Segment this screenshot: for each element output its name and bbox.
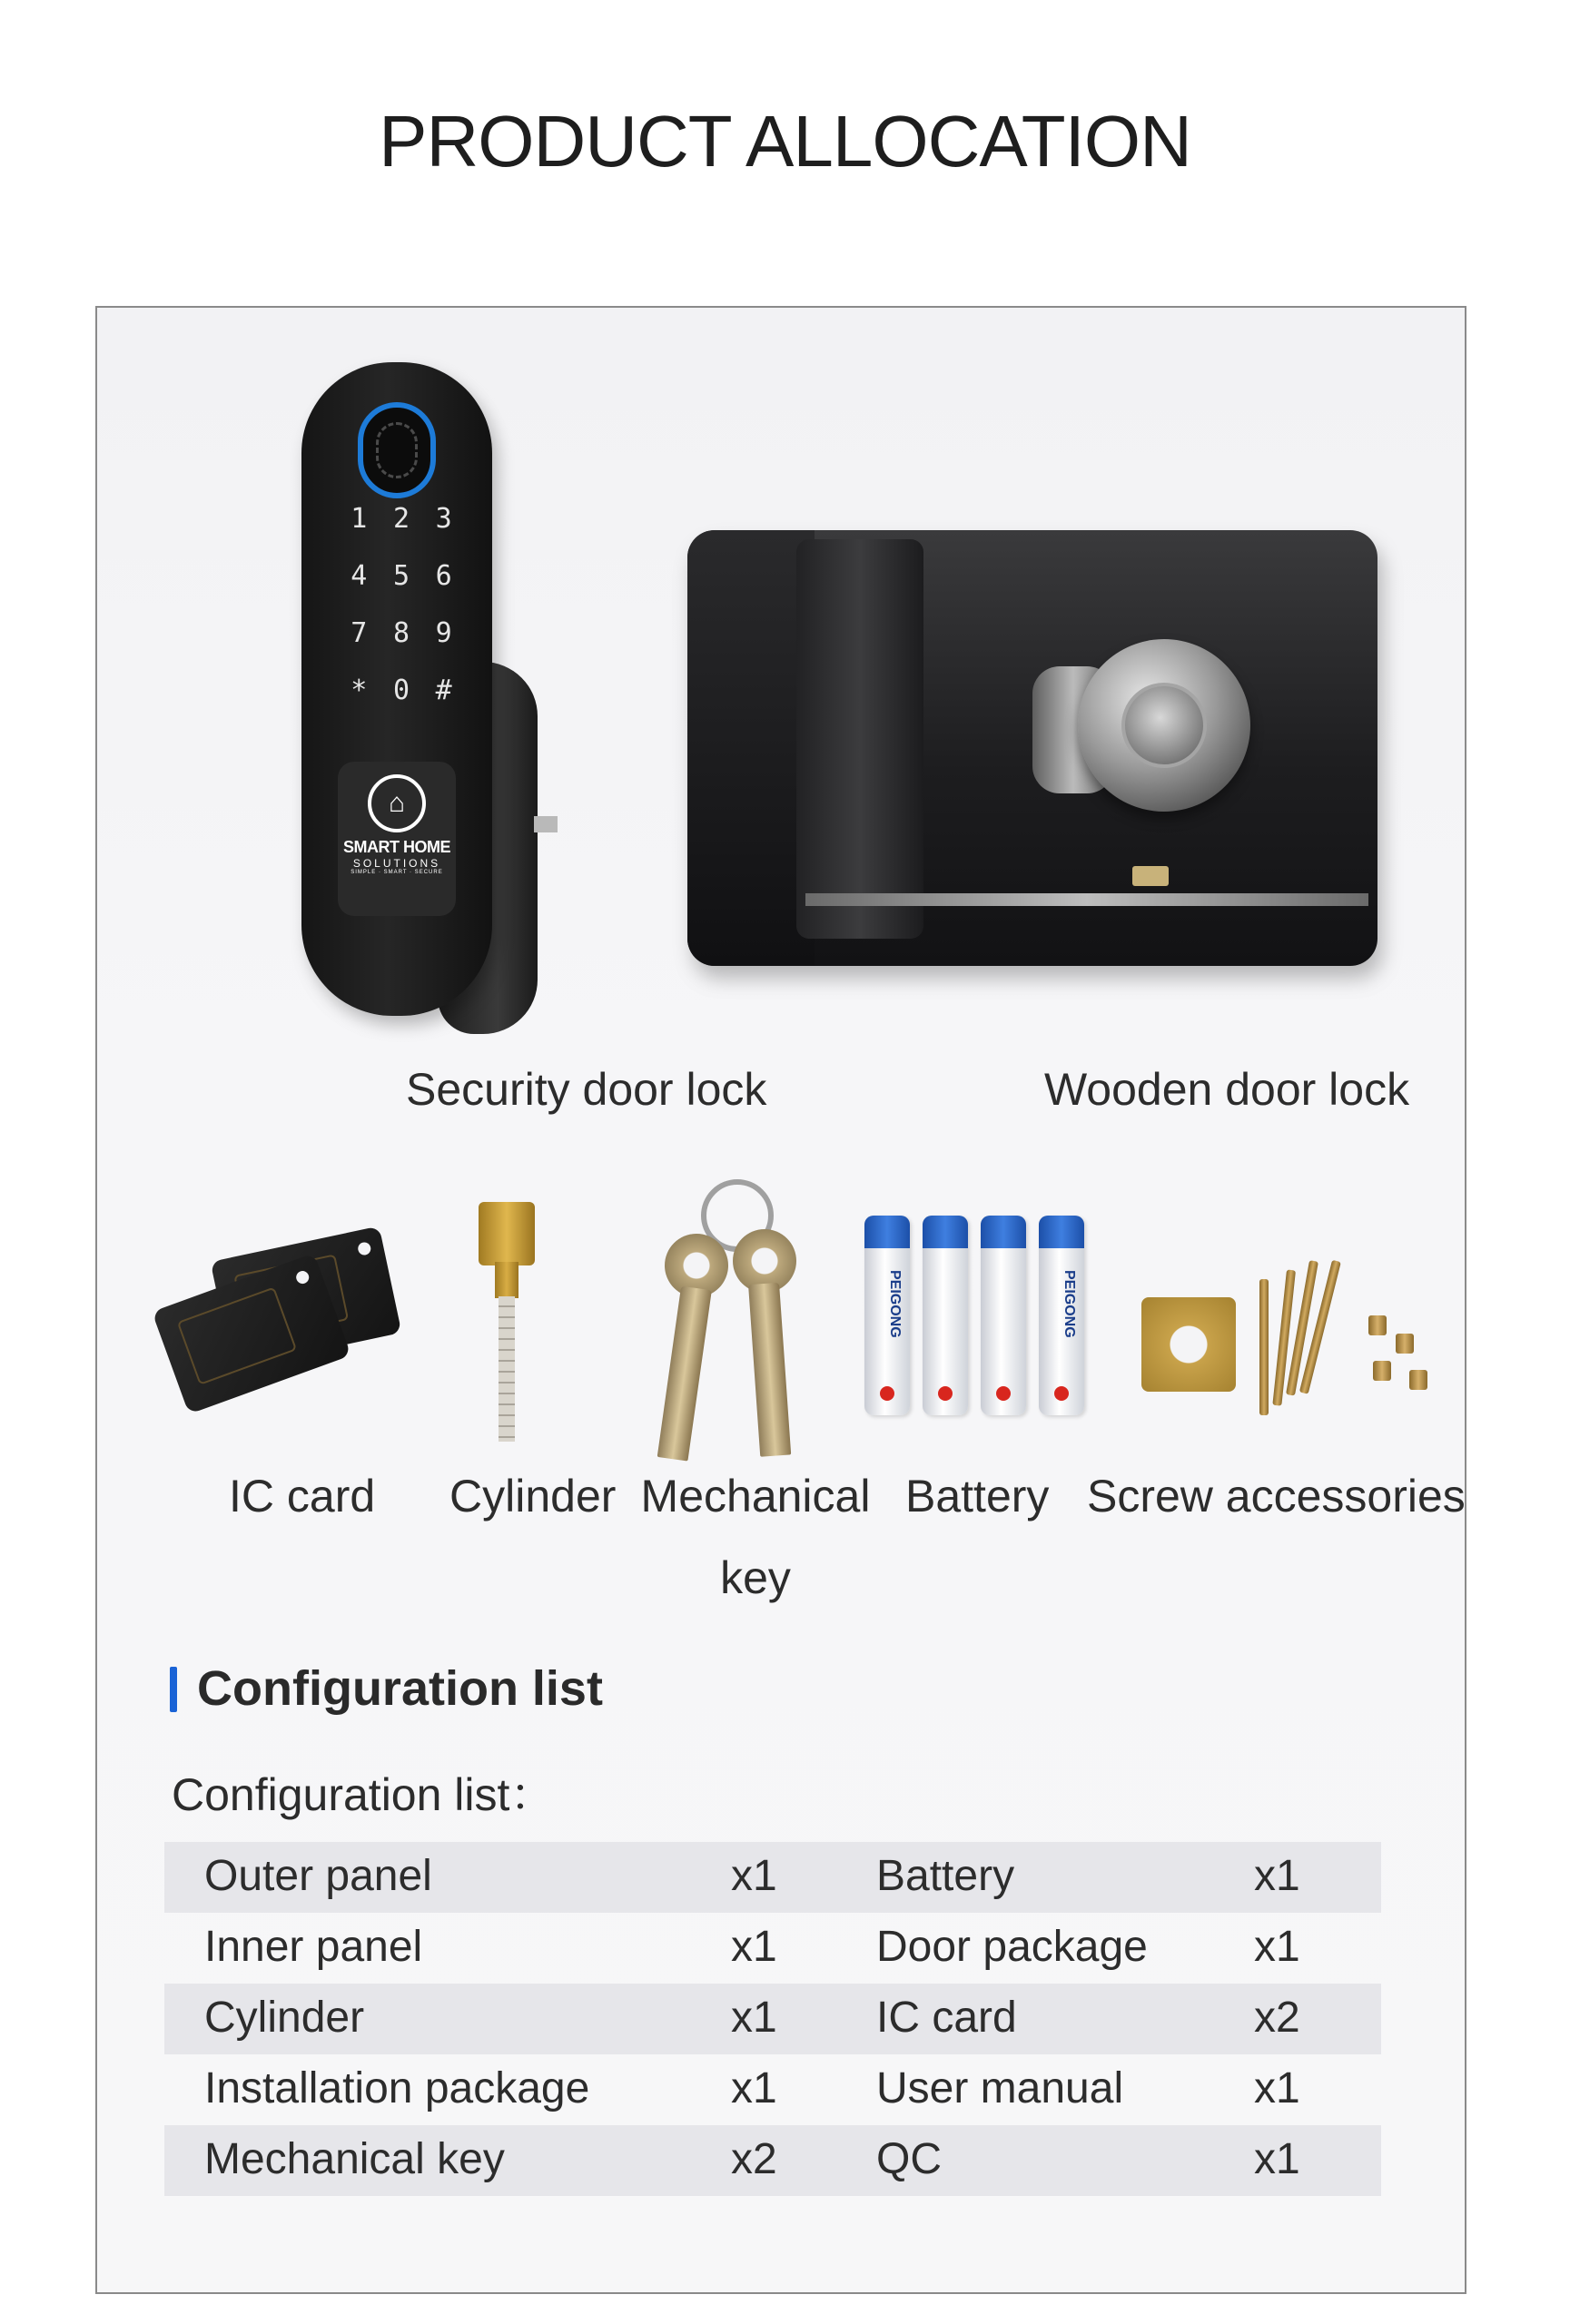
keypad-key: 7 <box>351 617 368 649</box>
product-panel <box>95 306 1466 2294</box>
table-row <box>164 1984 1381 2054</box>
item-name: Inner panel <box>204 1923 423 1971</box>
item-quantity: x2 <box>1254 1994 1300 2042</box>
keypad-key: 1 <box>351 503 368 535</box>
house-logo-icon: ⌂ <box>368 774 426 832</box>
keypad-key: 6 <box>435 560 452 592</box>
item-name: Outer panel <box>204 1852 432 1900</box>
battery-cell <box>1039 1216 1084 1415</box>
battery-cell <box>923 1216 968 1415</box>
item-quantity: x1 <box>1254 1923 1300 1971</box>
keypad-key: 9 <box>435 617 452 649</box>
battery-image <box>864 1216 1101 1424</box>
battery-cell <box>864 1216 910 1415</box>
keypad-key: 2 <box>392 503 410 535</box>
caption-ic-card: IC card <box>229 1471 376 1521</box>
item-name: IC card <box>876 1994 1017 2042</box>
battery-brand: PEIGONG <box>1061 1270 1077 1338</box>
key-blade <box>748 1283 791 1457</box>
ic-card-front <box>152 1253 351 1414</box>
lock-bolt-housing <box>796 539 923 939</box>
lock-front-panel <box>301 362 492 1016</box>
caption-battery: Battery <box>905 1471 1050 1521</box>
badge-brand-line1: SMART HOME <box>343 838 450 856</box>
lock-strike-side <box>687 530 815 966</box>
item-name: Cylinder <box>204 1994 365 2042</box>
configuration-label: Configuration list： <box>172 1769 556 1820</box>
item-quantity: x1 <box>731 2064 777 2112</box>
item-name: Mechanical key <box>204 2135 505 2183</box>
card-hole <box>294 1269 311 1285</box>
security-door-lock-image <box>301 362 728 1052</box>
battery-cell <box>981 1216 1026 1415</box>
cylinder-image <box>479 1202 535 1447</box>
section-heading: Configuration list <box>197 1661 603 1716</box>
keypad-key: 8 <box>392 617 410 649</box>
brand-logo-badge <box>338 762 456 916</box>
badge-tagline: SIMPLE · SMART · SECURE <box>351 870 443 875</box>
cylinder-neck <box>495 1262 518 1298</box>
keyhole-icon <box>1132 866 1169 886</box>
caption-security-door-lock: Security door lock <box>406 1064 767 1115</box>
cylinder-bar <box>499 1296 515 1442</box>
item-name: User manual <box>876 2064 1124 2112</box>
item-name: Door package <box>876 1923 1148 1971</box>
keypad-key: 0 <box>392 675 410 706</box>
key-blade <box>657 1286 712 1462</box>
keypad-key: 5 <box>392 560 410 592</box>
keypad-key: 3 <box>435 503 452 535</box>
section-accent-bar <box>170 1667 177 1712</box>
mounting-plate <box>1141 1297 1236 1392</box>
item-quantity: x1 <box>731 1994 777 2042</box>
item-name: QC <box>876 2135 942 2183</box>
keypad-key: 4 <box>351 560 368 592</box>
screw <box>1259 1279 1269 1415</box>
rotary-knob-icon <box>1078 639 1250 812</box>
mechanical-key-image <box>647 1179 828 1452</box>
item-quantity: x2 <box>731 2135 777 2183</box>
item-quantity: x1 <box>731 1923 777 1971</box>
caption-cylinder: Cylinder <box>449 1471 617 1521</box>
caption-mechanical-key-line2: key <box>720 1552 791 1603</box>
table-row <box>164 1842 1381 1913</box>
caption-mechanical-key-line1: Mechanical <box>640 1471 871 1521</box>
table-row <box>164 2125 1381 2196</box>
table-row <box>164 2054 1381 2125</box>
configuration-table <box>164 1842 1381 2196</box>
lock-keypad <box>338 503 465 706</box>
keypad-key: # <box>435 675 452 706</box>
item-name: Battery <box>876 1852 1015 1900</box>
ic-card-image <box>165 1243 401 1424</box>
nut <box>1409 1370 1427 1390</box>
item-name: Installation package <box>204 2064 590 2112</box>
nut <box>1368 1315 1387 1335</box>
card-hole <box>357 1241 372 1256</box>
caption-wooden-door-lock: Wooden door lock <box>1044 1064 1410 1115</box>
badge-brand-line2: SOLUTIONS <box>352 857 441 870</box>
page-title: PRODUCT ALLOCATION <box>379 101 1191 182</box>
cylinder-head <box>479 1202 535 1265</box>
fingerprint-sensor-icon <box>358 402 436 498</box>
table-row <box>164 1913 1381 1984</box>
screw-accessories-image <box>1141 1261 1441 1443</box>
item-quantity: x1 <box>731 1852 777 1900</box>
keypad-key: * <box>351 675 368 706</box>
item-quantity: x1 <box>1254 2135 1300 2183</box>
wooden-door-lock-image <box>687 530 1387 984</box>
nut <box>1396 1334 1414 1354</box>
item-quantity: x1 <box>1254 1852 1300 1900</box>
nut <box>1373 1361 1391 1381</box>
caption-screw-accessories: Screw accessories <box>1087 1471 1466 1521</box>
item-quantity: x1 <box>1254 2064 1300 2112</box>
lock-latch <box>534 816 558 832</box>
lock-trim-strip <box>805 893 1368 906</box>
battery-brand: PEIGONG <box>887 1270 903 1338</box>
